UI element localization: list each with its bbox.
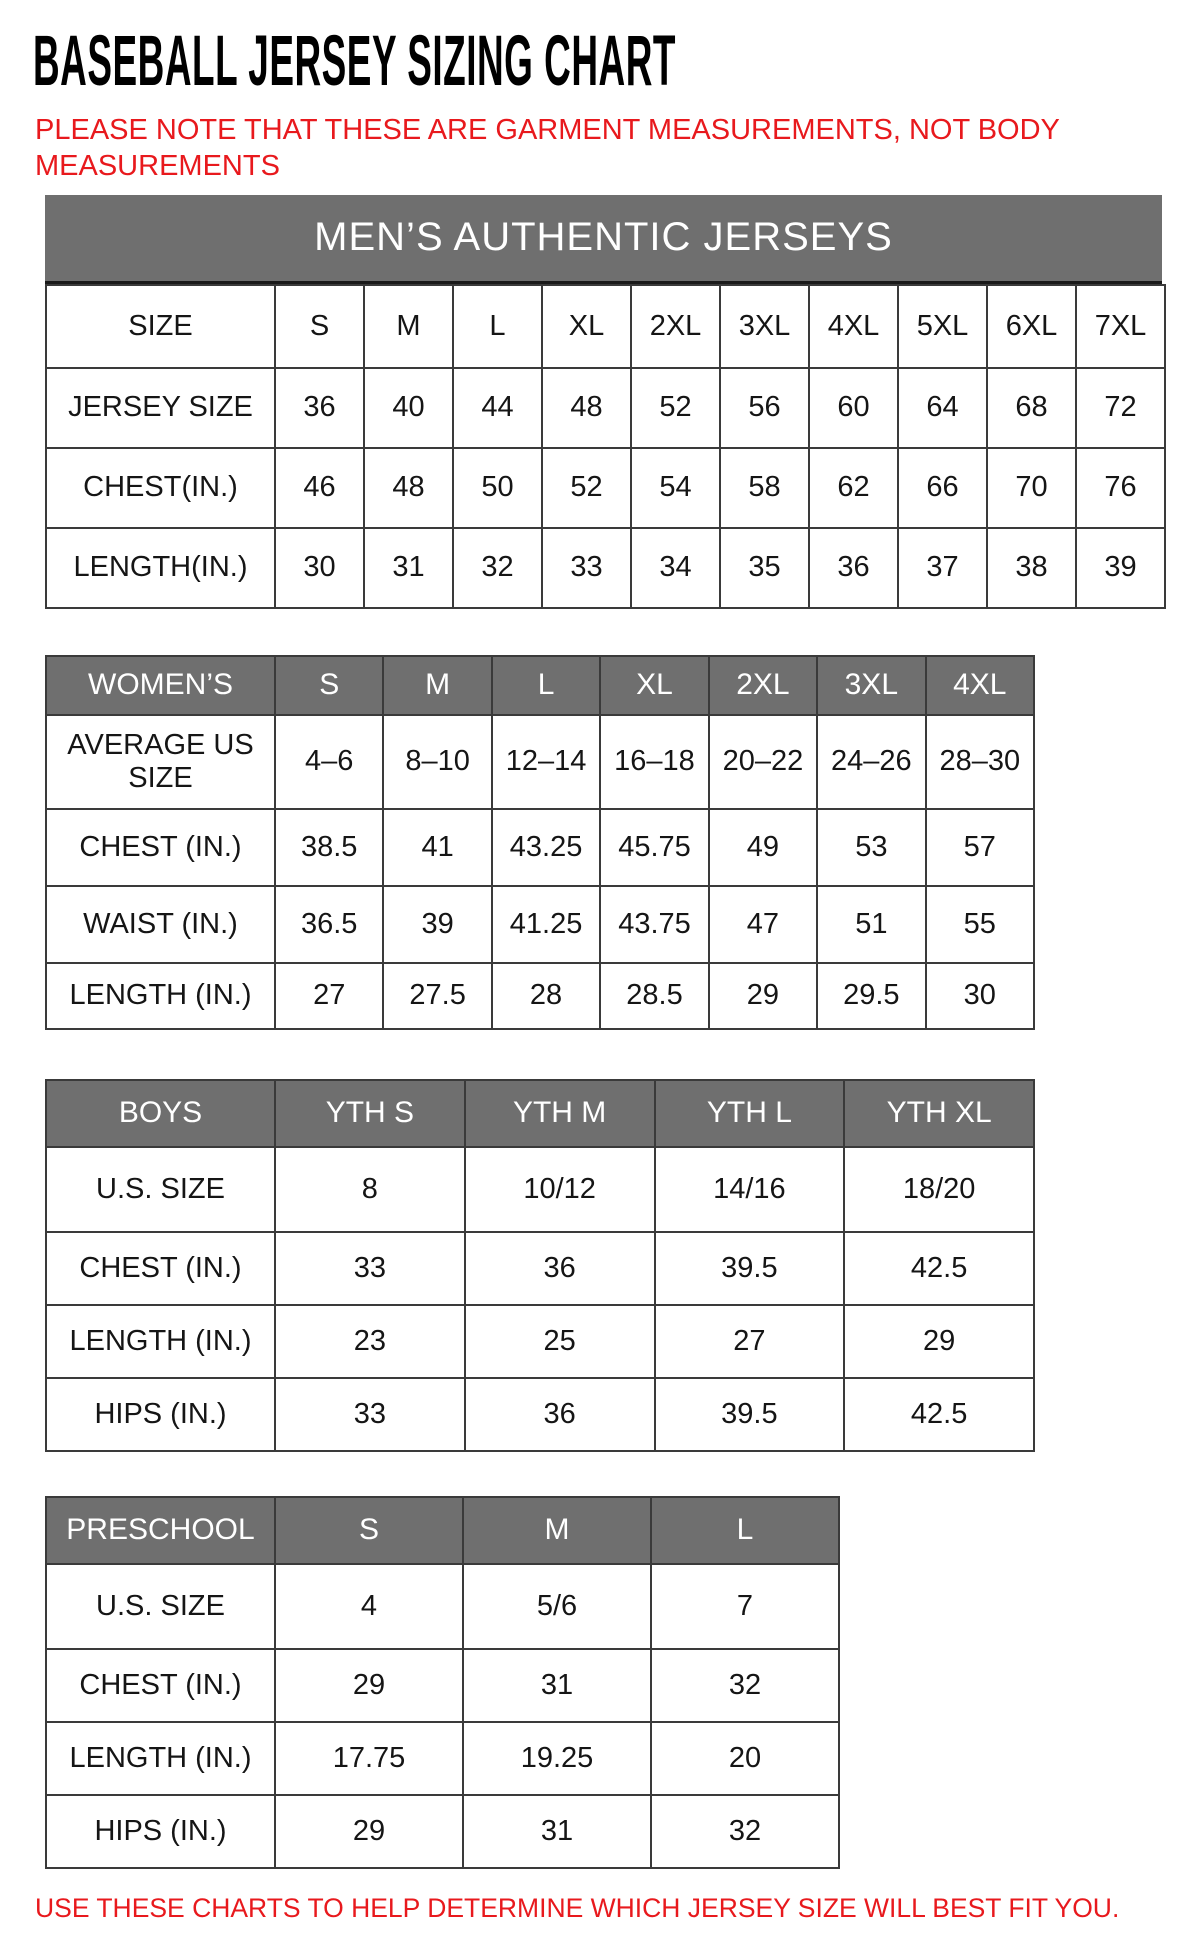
measurement-value-cell: 31 [463, 1649, 651, 1722]
measurement-value-cell: 41.25 [492, 886, 600, 963]
size-column-header: YTH M [465, 1080, 655, 1147]
row-label-cell: LENGTH (IN.) [46, 1722, 275, 1795]
measurement-row [46, 963, 1034, 1029]
measurement-value-cell: 29 [275, 1649, 463, 1722]
row-label-cell: CHEST(IN.) [46, 448, 275, 528]
measurement-value-cell: 42.5 [844, 1232, 1034, 1305]
measurement-value-cell: 38.5 [275, 809, 383, 886]
measurement-value-cell: 38 [987, 528, 1076, 608]
label-column-header: SIZE [46, 285, 275, 368]
row-label-cell: CHEST (IN.) [46, 1649, 275, 1722]
measurement-value-cell: 70 [987, 448, 1076, 528]
measurement-value-cell: 4–6 [275, 715, 383, 809]
size-column-header: 4XL [809, 285, 898, 368]
size-column-header: L [453, 285, 542, 368]
measurement-value-cell: 44 [453, 368, 542, 448]
measurement-value-cell: 60 [809, 368, 898, 448]
size-column-header: YTH S [275, 1080, 465, 1147]
row-label-cell: HIPS (IN.) [46, 1795, 275, 1868]
row-label-cell: JERSEY SIZE [46, 368, 275, 448]
row-label-cell: CHEST (IN.) [46, 1232, 275, 1305]
size-column-header: 2XL [631, 285, 720, 368]
measurement-value-cell: 27 [275, 963, 383, 1029]
measurement-value-cell: 7 [651, 1564, 839, 1649]
measurement-value-cell: 29 [275, 1795, 463, 1868]
row-label-cell: LENGTH(IN.) [46, 528, 275, 608]
header-row [46, 656, 1034, 715]
measurement-value-cell: 42.5 [844, 1378, 1034, 1451]
measurement-value-cell: 14/16 [655, 1147, 845, 1232]
row-label-cell: WAIST (IN.) [46, 886, 275, 963]
measurement-value-cell: 52 [542, 448, 631, 528]
size-column-header: 3XL [817, 656, 925, 715]
garment-measurements-note: PLEASE NOTE THAT THESE ARE GARMENT MEASUREMENTS, NOT BODY MEASUREMENTS [35, 114, 1060, 182]
size-column-header: XL [600, 656, 708, 715]
row-label-cell: LENGTH (IN.) [46, 963, 275, 1029]
measurement-value-cell: 33 [542, 528, 631, 608]
measurement-value-cell: 53 [817, 809, 925, 886]
size-column-header: 2XL [709, 656, 817, 715]
row-label-cell: AVERAGE US SIZE [46, 715, 275, 809]
measurement-value-cell: 12–14 [492, 715, 600, 809]
size-column-header: 7XL [1076, 285, 1165, 368]
measurement-value-cell: 18/20 [844, 1147, 1034, 1232]
measurement-value-cell: 25 [465, 1305, 655, 1378]
measurement-value-cell: 4 [275, 1564, 463, 1649]
womens-jerseys-section [45, 655, 1200, 1030]
measurement-row [46, 1564, 839, 1649]
size-column-header: S [275, 1497, 463, 1564]
measurement-value-cell: 39 [1076, 528, 1165, 608]
measurement-value-cell: 52 [631, 368, 720, 448]
womens-sizing-table [45, 655, 1035, 1030]
row-label-cell: LENGTH (IN.) [46, 1305, 275, 1378]
measurement-value-cell: 39.5 [655, 1232, 845, 1305]
measurement-value-cell: 29.5 [817, 963, 925, 1029]
header-row [46, 1080, 1034, 1147]
boys-sizing-table [45, 1079, 1035, 1452]
measurement-value-cell: 5/6 [463, 1564, 651, 1649]
measurement-value-cell: 66 [898, 448, 987, 528]
measurement-row [46, 1147, 1034, 1232]
measurement-value-cell: 62 [809, 448, 898, 528]
measurement-value-cell: 32 [651, 1649, 839, 1722]
measurement-row [46, 886, 1034, 963]
measurement-value-cell: 28.5 [600, 963, 708, 1029]
measurement-value-cell: 8 [275, 1147, 465, 1232]
measurement-value-cell: 23 [275, 1305, 465, 1378]
measurement-row [46, 1649, 839, 1722]
measurement-value-cell: 47 [709, 886, 817, 963]
measurement-value-cell: 50 [453, 448, 542, 528]
measurement-row [46, 809, 1034, 886]
measurement-value-cell: 39.5 [655, 1378, 845, 1451]
measurement-value-cell: 45.75 [600, 809, 708, 886]
measurement-value-cell: 43.25 [492, 809, 600, 886]
measurement-value-cell: 31 [364, 528, 453, 608]
measurement-value-cell: 33 [275, 1378, 465, 1451]
measurement-value-cell: 30 [926, 963, 1034, 1029]
measurement-value-cell: 29 [844, 1305, 1034, 1378]
measurement-value-cell: 56 [720, 368, 809, 448]
fit-advice-note: USE THESE CHARTS TO HELP DETERMINE WHICH JERSEY SIZE WILL BEST FIT YOU. [35, 1892, 1120, 1923]
mens-jerseys-section [45, 195, 1200, 609]
measurement-value-cell: 28 [492, 963, 600, 1029]
size-column-header: M [463, 1497, 651, 1564]
size-column-header: M [364, 285, 453, 368]
row-label-cell: CHEST (IN.) [46, 809, 275, 886]
measurement-value-cell: 41 [383, 809, 491, 886]
measurement-row [46, 1232, 1034, 1305]
measurement-value-cell: 36 [275, 368, 364, 448]
measurement-row [46, 1305, 1034, 1378]
boys-jerseys-section [45, 1079, 1200, 1452]
measurement-value-cell: 30 [275, 528, 364, 608]
size-column-header: 4XL [926, 656, 1034, 715]
measurement-value-cell: 36 [465, 1378, 655, 1451]
measurement-value-cell: 57 [926, 809, 1034, 886]
measurement-value-cell: 40 [364, 368, 453, 448]
measurement-value-cell: 28–30 [926, 715, 1034, 809]
label-column-header: PRESCHOOL [46, 1497, 275, 1564]
measurement-value-cell: 48 [542, 368, 631, 448]
size-column-header: L [651, 1497, 839, 1564]
measurement-value-cell: 39 [383, 886, 491, 963]
measurement-value-cell: 27 [655, 1305, 845, 1378]
measurement-value-cell: 34 [631, 528, 720, 608]
measurement-row [46, 1378, 1034, 1451]
measurement-value-cell: 24–26 [817, 715, 925, 809]
row-label-cell: U.S. SIZE [46, 1564, 275, 1649]
measurement-value-cell: 49 [709, 809, 817, 886]
header-row [46, 285, 1165, 368]
measurement-value-cell: 48 [364, 448, 453, 528]
measurement-value-cell: 31 [463, 1795, 651, 1868]
measurement-value-cell: 72 [1076, 368, 1165, 448]
measurement-value-cell: 36 [465, 1232, 655, 1305]
label-column-header: BOYS [46, 1080, 275, 1147]
measurement-row [46, 368, 1165, 448]
measurement-row [46, 528, 1165, 608]
size-column-header: M [383, 656, 491, 715]
size-column-header: XL [542, 285, 631, 368]
measurement-value-cell: 36.5 [275, 886, 383, 963]
size-column-header: YTH XL [844, 1080, 1034, 1147]
measurement-value-cell: 58 [720, 448, 809, 528]
measurement-value-cell: 51 [817, 886, 925, 963]
measurement-value-cell: 54 [631, 448, 720, 528]
measurement-value-cell: 32 [453, 528, 542, 608]
row-label-cell: HIPS (IN.) [46, 1378, 275, 1451]
size-column-header: 5XL [898, 285, 987, 368]
mens-table-banner: MEN’S AUTHENTIC JERSEYS [45, 195, 1162, 284]
page-title: BASEBALL JERSEY SIZING CHART [33, 22, 676, 101]
measurement-value-cell: 29 [709, 963, 817, 1029]
measurement-value-cell: 8–10 [383, 715, 491, 809]
size-column-header: YTH L [655, 1080, 845, 1147]
measurement-value-cell: 43.75 [600, 886, 708, 963]
measurement-value-cell: 10/12 [465, 1147, 655, 1232]
measurement-value-cell: 20 [651, 1722, 839, 1795]
preschool-jerseys-section [45, 1496, 1200, 1869]
preschool-sizing-table [45, 1496, 840, 1869]
size-column-header: S [275, 656, 383, 715]
measurement-value-cell: 32 [651, 1795, 839, 1868]
measurement-row [46, 1795, 839, 1868]
header-row [46, 1497, 839, 1564]
mens-sizing-table [45, 284, 1166, 609]
size-column-header: S [275, 285, 364, 368]
measurement-row [46, 715, 1034, 809]
measurement-value-cell: 17.75 [275, 1722, 463, 1795]
measurement-row [46, 448, 1165, 528]
size-column-header: 6XL [987, 285, 1076, 368]
measurement-value-cell: 64 [898, 368, 987, 448]
measurement-value-cell: 20–22 [709, 715, 817, 809]
measurement-value-cell: 76 [1076, 448, 1165, 528]
label-column-header: WOMEN’S [46, 656, 275, 715]
measurement-value-cell: 55 [926, 886, 1034, 963]
measurement-value-cell: 16–18 [600, 715, 708, 809]
tables-container [45, 195, 1200, 1869]
measurement-value-cell: 46 [275, 448, 364, 528]
measurement-value-cell: 27.5 [383, 963, 491, 1029]
measurement-value-cell: 37 [898, 528, 987, 608]
row-label-cell: U.S. SIZE [46, 1147, 275, 1232]
measurement-value-cell: 36 [809, 528, 898, 608]
size-column-header: 3XL [720, 285, 809, 368]
measurement-value-cell: 19.25 [463, 1722, 651, 1795]
measurement-value-cell: 68 [987, 368, 1076, 448]
measurement-row [46, 1722, 839, 1795]
measurement-value-cell: 35 [720, 528, 809, 608]
measurement-value-cell: 33 [275, 1232, 465, 1305]
size-column-header: L [492, 656, 600, 715]
